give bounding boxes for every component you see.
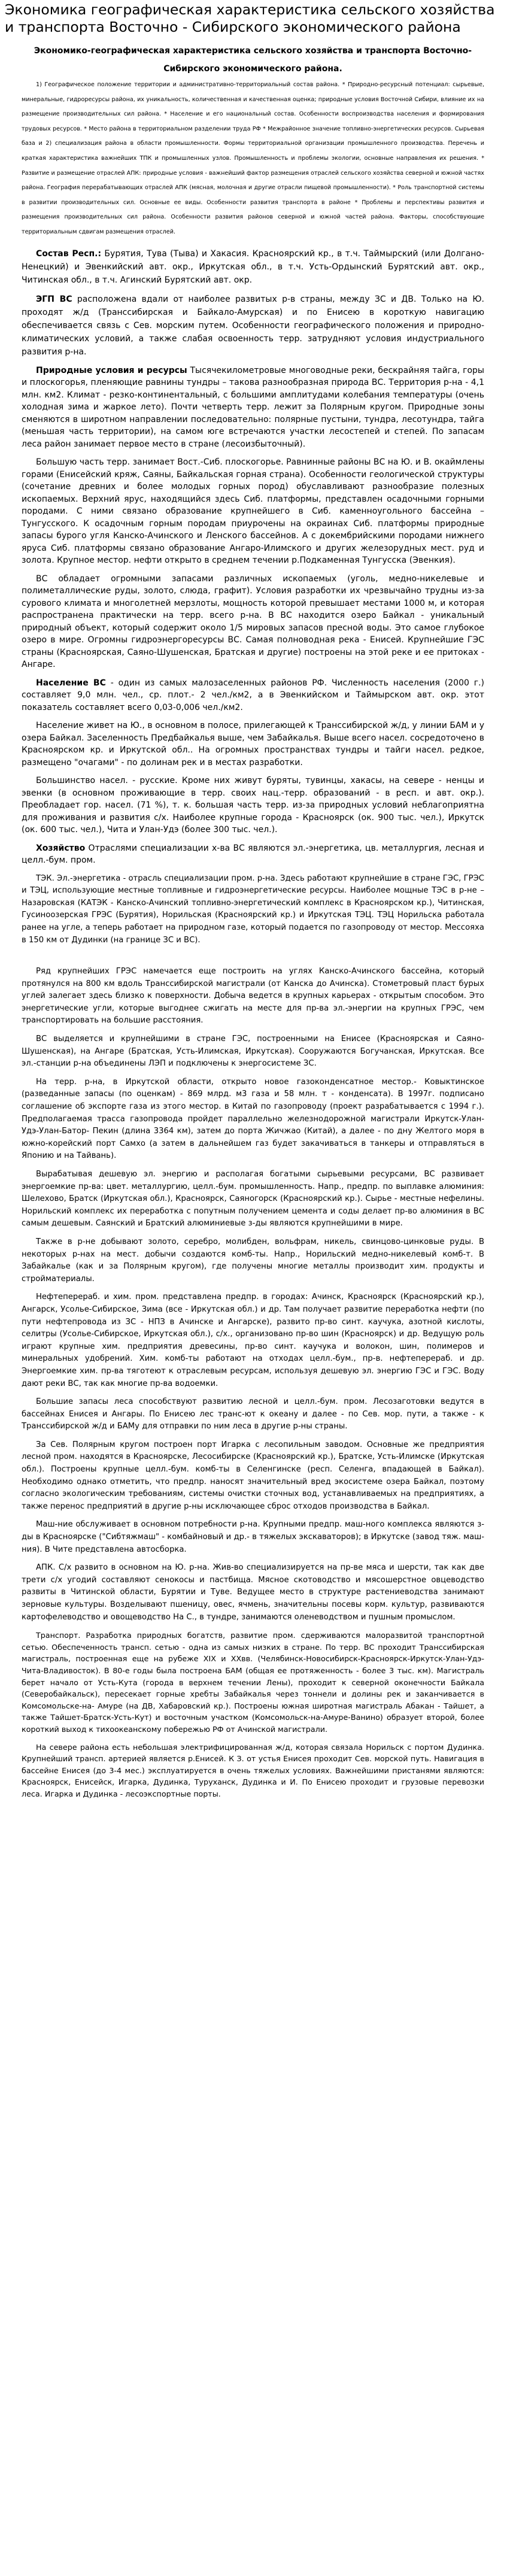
paragraph-transport: Транспорт. Разработка природных богатств, развитие пром. сдерживаются малоразвитой транспортной сетью. Обеспеченность трансп. сетью - одна из самых низких в стране. По терр. ВС проходит Транссибирская магистраль, построенная еще на рубеже XIX и XXвв. (Челябинск-Новосибирск-Красноярск-Иркутск-Улан-Удэ-Чита-Владивосток). В 80-е годы была построена БАМ (общая ее протяженность - более 3 тыс. км). Магистраль берет начало от Усть-Кута (города в верхнем течении Лены), проходит к северной оконечности Байкала (Северобайкальск), пересекает горные хребты Забайкалья через тоннели и долины рек и заканчивается в Комсомольске-на- Амуре (на ДВ, Хабаровский кр.). Построены южная широтная магистраль Абакан - Тайшет, а также Тайшет-Братск-Усть-Кут) и восточным участком (Комсомольск-на-Амуре-Ванино) образует второй, более короткий выход к тихоокеанскому побережью РФ от Ачинской магистрали. <box>22 1631 484 1734</box>
paragraph-minerals: ВС обладает огромными запасами различных ископаемых (уголь, медно-никелевые и полиметаллические руды, золото, слюда, графит). Условия разработки их чрезвычайно трудны из-за сурового климата и многолетней мерзлоты, мощность которой превышает местами 1000 м, и которая распространена практически на терр. всего р-на. В ВС находится озеро Байкал - уникальный природный объект, который содержит около 1/5 мировых запасов пресной воды. Это самое глубокое озеро в мире. Огромны гидроэнергоресурсы ВС. Самая полноводная река - Енисей. Крупнейшие ГЭС страны (Красноярская, Саяно-Шушенская, Братская и другие) построены на этой реке и ее притоках - Ангаре. <box>22 574 484 670</box>
document-body <box>4 42 502 1800</box>
paragraph-oil: Нефтеперераб. и хим. пром. представлена предпр. в городах: Ачинск, Красноярск (Красноярский кр.), Ангарск, Усолье-Сибирское, Зима (все - Иркутская обл.) и др. Там получает развитие переработка нефти (по пути нефтепровода из ЗС - НПЗ в Ачинске и Ангарске), развито пр-во синт. каучука, азотной кислоты, селитры (Усолье-Сибирское, Иркутская обл.), с/х., организовано пр-во шин (Красноярск) и др. Ведущую роль играют крупные хим. предприятия древесины, пр-во синт. каучука и волокон, шин, полимеров и минеральных удобрений. Хим. комб-ты работают на отходах целл.-бум., пр-в. нефтеперераб. и др. Энергоемкие хим. пр-ва тяготеют к отраслевым ресурсам, используя дешевую эл. энергию ГЭС и ГЭС. Воду дают реки ВС, так как многие пр-ва водоемки. <box>22 1292 484 1388</box>
paragraph-ethnic: Большинство насел. - русские. Кроме них живут буряты, тувинцы, хакасы, на севере - ненцы и эвенки (в основном проживающие в терр. своих нац.-терр. образований - в респ. и авт. окр.). Преобладает гор. насел. (71 %), т. к. большая часть терр. из-за природных условий неблагоприятна для проживания и развития с/х. Наиболее крупные города - Красноярск (ок. 900 тыс. чел.), Иркутск (ок. 600 тыс. чел.), Чита и Улан-Удэ (более 300 тыс. чел.). <box>22 776 484 835</box>
paragraph-forest-2: За Сев. Полярным кругом построен порт Игарка с лесопильным заводом. Основные же предприятия лесной пром. находятся в Красноярске, Лесосибирске (Красноярский кр.), Братске, Усть-Илимске (Иркутская обл.). Построены крупные целл.-бум. комб-ты в Селенгинске (респ. Селенга, впадающей в Байкал). Необходимо однако отметить, что предпр. наносят значительный вред экосистеме озера Байкал, поэтому согласно экологическим требованиям, системы очистки сточных вод, устанавливаемых на предприятиях, а также перенос предприятий в другие р-ны исключающее сброс отходов производства в Байкал. <box>22 1440 484 1511</box>
paragraph-intro: 1) Географическое положение территории и административно-территориальный состав района. * Природно-ресурсный потенциал: сырьевые, минеральные, гидроресурсы района, их уникальность, количественная и качественная оценка; природные условия Восточной Сибири, влияние их на размещение производительных сил района. * Население и его национальный состав. Особенности воспроизводства населения и формирования трудовых ресурсов. * Место района в территориальном разделении труда РФ * Межрайонное значение топливно-энергетических ресурсов. Сырьевая база и 2) специализация района в области промышленности. Формы территориальной организации промышленного производства. Перечень и краткая характеристика важнейших ТПК и промышленных узлов. Промышленность и проблемы экологии, основные направления их решения. * Развитие и размещение отраслей АПК: природные условия - важнейший фактор размещения отраслей сельского хозяйства северной и южной частях района. География перерабатывающих отраслей АПК (мясная, молочная и другие отрасли пищевой промышленности). * Роль транспортной системы в развитии производительных сил. Основные ее виды. Особенности развития транспорта в районе * Проблемы и перспективы развития и размещения производительных сил района. Особенности развития районов северной и южной частей района. Факторы, способствующие территориальным сдвигам размещения отраслей. <box>22 81 484 235</box>
page-title: Экономика географическая характеристика сельского хозяйства и транспорта Восточно - Сибирского экономического района <box>5 1 495 35</box>
lead-nature: Природные условия и ресурсы <box>36 365 187 375</box>
paragraph-composition <box>22 247 484 287</box>
spacer <box>22 952 484 966</box>
paragraph-settlement: Население живет на Ю., в основном в полосе, прилегающей к Транссибирской ж/д, у линии БАМ и у озера Байкал. Заселенность Предбайкалья выше, чем Забайкалья. Выше всего насел. сосредоточено в Красноярском кр. и Иркутской обл.. На огромных пространствах тундры и тайги насел. редкое, размещено "очагами" - по долинам рек и в местах разработки. <box>22 721 484 767</box>
paragraph-forest: Большие запасы леса способствуют развитию лесной и целл.-бум. пром. Лесозаготовки ведутся в бассейнах Енисея и Ангары. По Енисею лес транс-ют к океану и далее - по Сев. мор. пути, а также - к Транссибирской ж/д и БАМу для отправки по ним леса в другие р-ны страны. <box>22 1397 484 1431</box>
paragraph-kansk: Ряд крупнейших ГРЭС намечается еще построить на углях Канско-Ачинского бассейна, который протянулся на 800 км вдоль Транссибирской магистрали (от Канска до Ачинска). Стометровый пласт бурых углей залегает здесь близко к поверхности. Добыча ведется в крупных карьерах - открытым способом. Это энергетические угли, которые выгоднее сжигать на месте для пр-ва эл.-энергии на крупных ГРЭС, чем транспортировать на большие расстояния. <box>22 967 484 1025</box>
paragraph-ges: ВС выделяется и крупнейшими в стране ГЭС, построенными на Енисее (Красноярская и Саяно-Шушенская), на Ангаре (Братская, Усть-Илимская, Иркутская). Сооружаются Богучанская, Иркутская. Все эл.-станции р-на объединены ЛЭП и подключены к энергосистеме ЗС. <box>22 1034 484 1069</box>
text-population: - один из самых малозаселенных районов РФ. Численность населения (2000 г.) составляет 9,0 млн. чел., ср. плот.- 2 чел./км2, а в Эвенкийском и Таймырском авт. окр. этот показатель составляет всего 0,03-0,006 чел./км2. <box>22 678 484 712</box>
lead-economy: Хозяйство <box>36 843 86 853</box>
paragraph-population <box>22 677 484 714</box>
text-egp: расположена вдали от наиболее развитых р-в страны, между ЗС и ДВ. Только на Ю. проходят ж/д (Транссибирская и Байкало-Амурская) и по Енисею в короткую навигацию обеспечивается связь с Сев. морским путем. Особенности географического положения и природно-климатических условий, а также слабая освоенность терр. затрудняют условия индустриального развития р-на. <box>22 294 484 357</box>
text-economy: Отраслями специализации х-ва ВС являются эл.-энергетика, цв. металлургия, лесная и целл.-бум. пром. <box>22 843 484 866</box>
paragraph-gas: На терр. р-на, в Иркутской области, открыто новое газоконденсатное местор.- Ковыктинское (разведанные запасы (по оценкам) - 869 млрд. м3 газа и 58 млн. т - конденсата). В 1997г. подписано соглашение об экспорте газа из этого местор. в Китай по газопроводу (проект разрабатывается с 1994 г.). Предполагаемая трасса газопровода пройдет параллельно железнодорожной магистрали Иркутск-Улан-Удэ-Улан-Батор- Пекин (длина 3364 км), затем до порта Жичжао (Китай), а далее - по дну Желтого моря в южно-корейский порт Самхо (а затем в дальнейшем газ будет закачиваться в танкеры и отправляться в Японию и на Тайвань). <box>22 1077 484 1161</box>
document-title: Экономико-географическая характеристика сельского хозяйства и транспорта Восточно-Сибирского экономического района. <box>34 46 472 74</box>
text-nature: Тысячекилометровые многоводные реки, бескрайняя тайга, горы и плоскогорья, пленяющие равнины тундры – такова разнообразная природа ВС. Территория р-на - 4,1 млн. км2. Климат - резко-континентальный, с большими амплитудами колебания температуры (очень холодная зима и жаркое лето). Почти четверть терр. лежит за Полярным кругом. Природные зоны сменяются в широтном направлении последовательно: полярные пустыни, тундра, лесотундра, тайга (меньшая часть территории), на самом юге встречаются участки лесостепей и степей. По запасам леса район занимает первое место в стране (лесоизбыточный). <box>22 365 484 449</box>
paragraph-economy <box>22 842 484 867</box>
paragraph-nature <box>22 365 484 451</box>
paragraph-egp <box>22 293 484 359</box>
paragraph-agro: АПК. С/х развито в основном на Ю. р-на. Жив-во специализируется на пр-ве мяса и шерсти, так как две трети с/х угодий составляют сенокосы и пастбища. Мясное скотоводство и мясошерстное овцеводство развиты в Читинской области, Бурятии и Туве. Ведущее место в структуре растениеводства занимают зерновые культуры. Возделывают пшеницу, овес, ячмень, значительны посевы корм. культур, развиваются картофелеводство и овощеводство На С., в тундре, занимаются оленеводством и пушным промыслом. <box>22 1563 484 1622</box>
lead-population: Население ВС <box>36 678 106 688</box>
paragraph-machinery: Маш-ние обслуживает в основном потребности р-на. Крупными предпр. маш-ного комплекса являются з-ды в Красноярске ("Сибтяжмаш" - комбайновый и др.- в тяжелых экскаваторов); в Иркутске (завод тяж. маш-ния). В Чите представлена автосборка. <box>22 1520 484 1554</box>
lead-egp: ЭГП ВС <box>36 294 72 304</box>
lead-composition: Состав Респ.: <box>36 248 102 259</box>
paragraph-north: На севере района есть небольшая электрифицированная ж/д, которая связала Норильск с портом Дудинка. Крупнейший трансп. артерией является р.Енисей. К З. от устья Енисея проходит Сев. морской путь. Навигация в бассейне Енисея (до 3-4 мес.) эксплуатируется в очень тяжелых условиях. Важнейшими пристанями являются: Красноярск, Енисейск, Игарка, Дудинка, Туруханск, Дудинка и И. По Енисею проходит и грузовые перевозки леса. Игарка и Дудинка - лесоэкспортные порты. <box>22 1742 484 1798</box>
paragraph-energy: ТЭК. Эл.-энергетика - отрасль специализации пром. р-на. Здесь работают крупнейшие в стране ГЭС, ГРЭС и ТЭЦ, использующие местные топливные и гидроэнергетические ресурсы. Наиболее мощные ТЭС в р-не – Назаровская (КАТЭК - Канско-Ачинский топливно-энергетический комплекс в Красноярском кр.), Читинская, Гусиноозерская ГРЭС (Бурятия), Норильская (Красноярский кр.) и Иркутская ТЭЦ. ТЭЦ Норильска работала ранее на угле, а теперь работает на природном газе, который подается по газопроводу от местор. Мессояха в 150 км от Дудинки (на границе ЗС и ВС). <box>22 873 484 945</box>
paragraph-gold: Также в р-не добывают золото, серебро, молибден, вольфрам, никель, свинцово-цинковые руды. В некоторых р-нах на мест. добычи создаются комб-ты. Напр., Норильский медно-никелевый комб-т. В Забайкалье (как и за Полярным кругом), где получены многие металлы производит хим. продукты и стройматериалы. <box>22 1237 484 1284</box>
paragraph-relief: Большую часть терр. занимает Вост.-Сиб. плоскогорье. Равнинные районы ВС на Ю. и В. окаймлены горами (Енисейский кряж, Саяны, Байкальская горная страна). Особенности геологической структуры (сочетание древних и более молодых горных пород) обуславливают разнообразие полезных ископаемых. Верхний ярус, находящийся здесь Сиб. платформы, представлен осадочными горными породами. С ними связано образование крупнейшего в Сиб. каменноугольного бассейна – Тунгусского. К осадочным горным породам приурочены на окраинах Сиб. платформы природные запасы бурого угля Канско-Ачинского и Ленского бассейнов. А с докембрийскими породами нижнего яруса Сиб. платформы связано образование Ангаро-Илимского и других железорудных мест. руд и золота. Крупное местор. нефти открыто в среднем течении р.Подкаменная Тунгусска (Эвенкия). <box>22 457 484 566</box>
text-composition: Бурятия, Тува (Тыва) и Хакасия. Красноярский кр., в т.ч. Таймырский (или Долгано-Ненецкий) и Эвенкийский авт. окр., Иркутская обл., в т.ч. Усть-Ордынский Бурятский авт. окр., Читинская обл., в т.ч. Агинский Бурятский авт. окр. <box>22 248 484 285</box>
paragraph-metallurgy: Вырабатывая дешевую эл. энергию и располагая богатыми сырьевыми ресурсами, ВС развивает энергоемкие пр-ва: цвет. металлургию, целл.-бум. промышленность. Напр., предпр. по выплавке алюминия: Шелехово, Братск (Иркутская обл.), Красноярск, Саяногорск (Красноярский кр.). Сырье - местные нефелины. Норильский комплекс их переработка с попутным получением цемента и соды делает пр-во алюминия в ВС самым дешевым. Саянский и Братский алюминиевые з-ды являются крупнейшими в мире. <box>22 1170 484 1228</box>
